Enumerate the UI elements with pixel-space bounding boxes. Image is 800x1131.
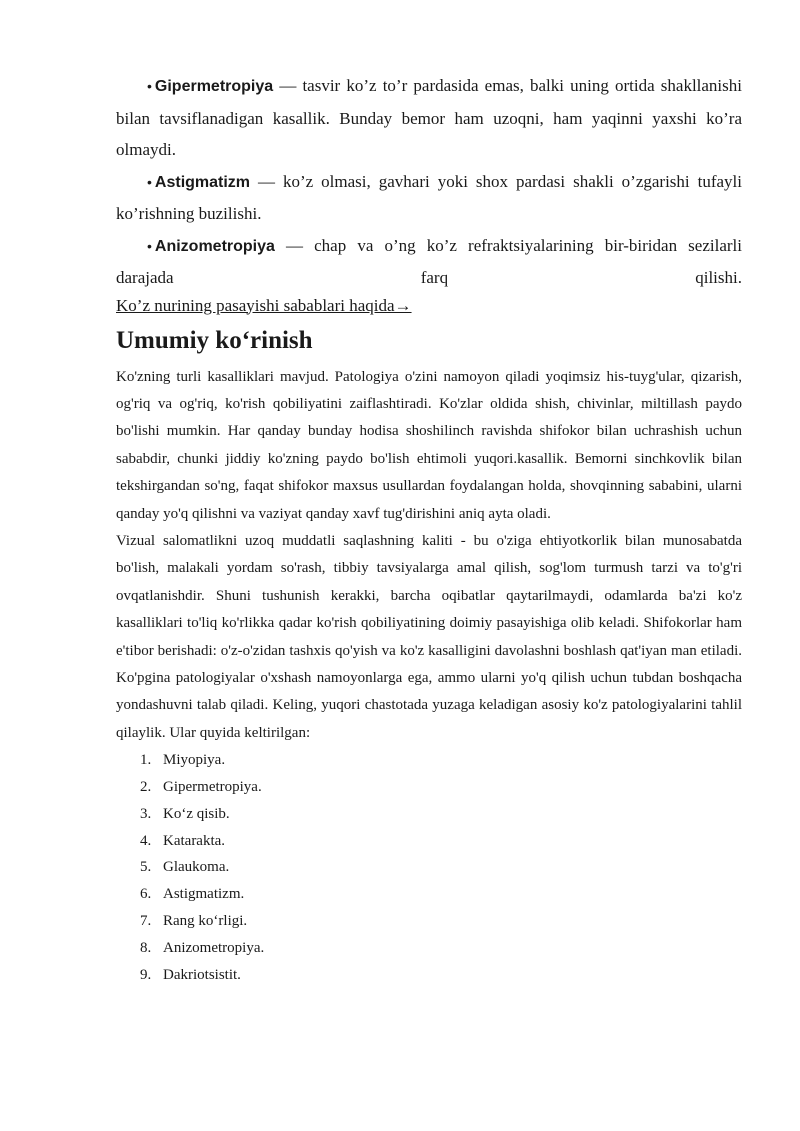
- list-item: [116, 774, 742, 801]
- list-text: Katarakta.: [163, 832, 226, 849]
- paragraph-intro: Ko'zning turli kasalliklari mavjud. Patologiya o'zini namoyon qiladi yoqimsiz his-tuyg'ular, qizarish, og'riq va og'riq, ko'rish qobiliyatini zaiflashtiradi. Ko'zlar oldida shish, chivinlar, miltillash paydo bo'lishi mumkin. Har qanday bunday hodisa shoshilinch ravishda shifokor bilan uchrashish uchun sababdir, chunki jiddiy ko'zning paydo bo'lish ehtimoli yuqori.kasallik. Bemorni sinchkovlik bilan tekshirgandan so'ng, faqat shifokor maxsus usullardan foydalangan holda, shovqinning sababini, ularni qanday yo'q qilishni va vaziyat qanday xavf tug'dirishini aniq ayta oladi.: [116, 368, 742, 522]
- bullet-term: Gipermetropiya: [154, 78, 274, 95]
- bullet-term: Anizometropiya: [154, 237, 275, 255]
- bullet-text: — ko’z olmasi, gavhari yoki shox pardasi shakli o’zgarishi tufayli ko’rishning buzilishi.: [116, 171, 742, 223]
- bullet-gipermetropiya: [116, 70, 742, 166]
- list-number: 2.: [140, 778, 152, 795]
- list-number: 4.: [140, 832, 152, 849]
- list-text: Dakriotsistit.: [163, 966, 241, 983]
- list-item: [116, 801, 742, 828]
- list-text: Ko‘z qisib.: [163, 805, 230, 822]
- list-item: [116, 881, 742, 908]
- document-page: [116, 70, 742, 988]
- list-text: Glaukoma.: [163, 859, 230, 876]
- list-item: [116, 828, 742, 855]
- list-item: [116, 908, 742, 935]
- bullet-dot: •: [147, 237, 152, 254]
- list-text: Miyopiya.: [163, 752, 226, 769]
- list-number: 9.: [140, 966, 152, 983]
- list-item: [116, 747, 742, 774]
- pathology-list: [116, 747, 742, 988]
- list-item: [116, 935, 742, 962]
- causes-link[interactable]: Ko’z nurining pasayishi sabablari haqida→: [116, 295, 412, 315]
- list-text: Rang ko‘rligi.: [163, 912, 248, 929]
- bullet-text: — tasvir ko’z to’r pardasida emas, balki uning ortida shakllanishi bilan tavsiflanadigan kasallik. Bunday bemor ham uzoqni, ham yaqinni yaxshi ko’ra olmaydi.: [116, 76, 742, 159]
- bullet-astigmatizm: [116, 166, 742, 230]
- list-number: 3.: [140, 805, 152, 822]
- paragraph-health: Vizual salomatlikni uzoq muddatli saqlashning kaliti - bu o'ziga ehtiyotkorlik bilan munosabatda bo'lish, malakali yordam so'rash, tibbiy tavsiyalarga amal qilish, sog'lom turmush tarzi va to'g'ri ovqatlanishdir. Shuni tushunish kerakki, barcha oqibatlar qaytarilmaydi, odamlarda ba'zi ko'z kasalliklari to'liq ko'rlikka qadar ko'rish qobiliyatining doimiy pasayishiga olib keladi. Shifokorlar ham e'tibor berishadi: o'z-o'zidan tashxis qo'yish va ko'z kasalligini davolashni boshlash qat'iyan man etiladi. Ko'pgina patologiyalar o'xshash namoyonlarga ega, ammo ularni yo'q qilish uchun tubdan boshqacha yondashuvni talab qiladi. Keling, yuqori chastotada yuzaga keladigan asosiy ko'z patologiyalarini tahlil qilaylik. Ular quyida keltirilgan:: [116, 532, 742, 741]
- bullet-text: — chap va o’ng ko’z refraktsiyalarining bir-biridan sezilarli darajada farq qilishi.: [116, 235, 742, 287]
- list-text: Anizometropiya.: [163, 939, 265, 956]
- bullet-dot: •: [147, 173, 152, 190]
- list-number: 7.: [140, 912, 152, 929]
- section-heading: Umumiy ko‘rinish: [116, 326, 313, 354]
- list-number: 5.: [140, 859, 152, 876]
- list-number: 1.: [140, 752, 152, 769]
- list-item: [116, 854, 742, 881]
- list-item: [116, 962, 742, 989]
- list-text: Gipermetropiya.: [163, 778, 262, 795]
- bullet-dot: •: [147, 78, 152, 94]
- list-text: Astigmatizm.: [163, 886, 245, 903]
- bullet-anizometropiya: [116, 230, 742, 294]
- bullet-term: Astigmatizm: [154, 173, 251, 191]
- list-number: 6.: [140, 886, 152, 903]
- list-number: 8.: [140, 939, 152, 956]
